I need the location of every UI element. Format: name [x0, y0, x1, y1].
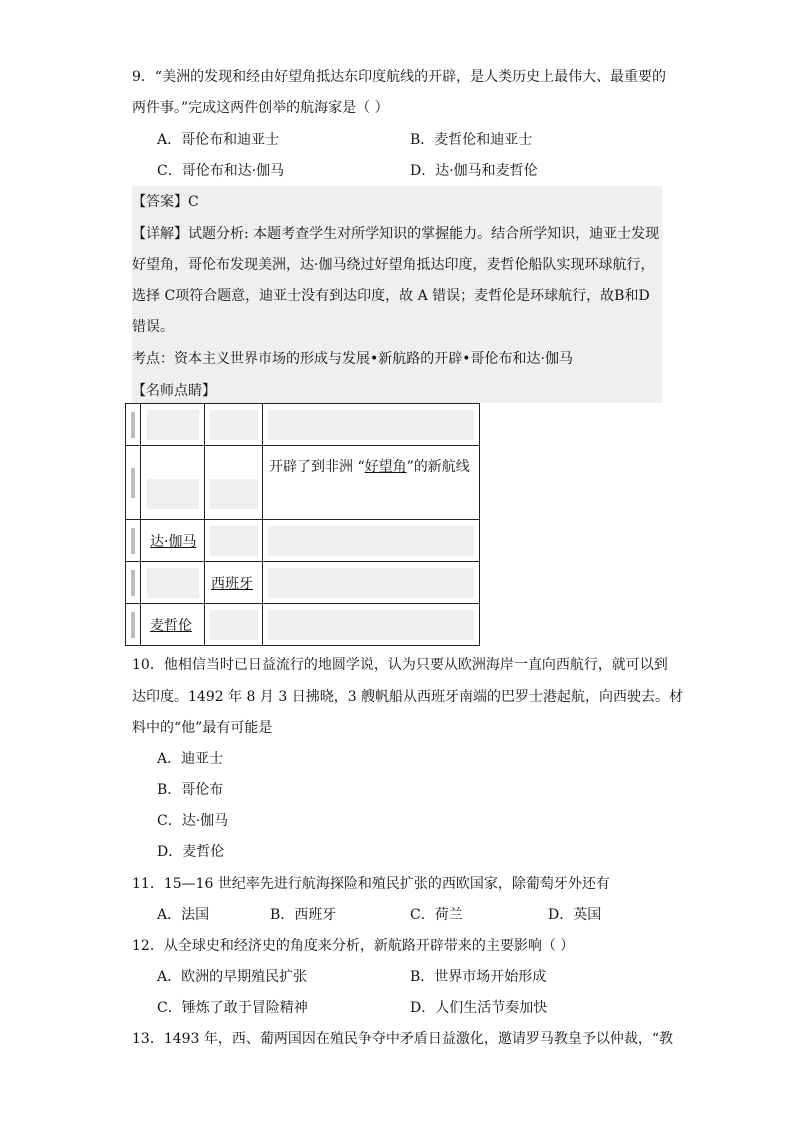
cell-magellan: 麦哲伦	[150, 617, 192, 634]
q9-detail-line3: 选择 C项符合题意，迪亚士没有到达印度，故 A 错误；麦哲伦是环球航行，故B和D	[132, 288, 650, 304]
navigators-table	[125, 403, 480, 646]
link-cape-of-good-hope: 好望角	[364, 459, 407, 475]
q13-stem: 13．1493 年，西、葡两国因在殖民争夺中矛盾日益激化，邀请罗马教皇予以仲裁，“教	[132, 1031, 674, 1047]
q9-option-d: D．达·伽马和麦哲伦	[410, 163, 538, 179]
q10-option-b: B．哥伦布	[157, 782, 224, 798]
q11-option-d: D．英国	[548, 907, 602, 923]
q9-detail-line4: 错误。	[132, 319, 174, 335]
q10-option-d: D．麦哲伦	[157, 844, 225, 860]
q9-answer: 【答案】C	[132, 194, 199, 210]
q12-option-c: C．锤炼了敢于冒险精神	[157, 1000, 308, 1016]
q12-option-b: B．世界市场开始形成	[410, 969, 547, 985]
q11-option-a: A．法国	[157, 907, 210, 923]
q11-option-b: B．西班牙	[270, 907, 337, 923]
q9-exam-point: 考点：资本主义世界市场的形成与发展•新航路的开辟•哥伦布和达·伽马	[132, 351, 573, 367]
cell-da-gama: 达·伽马	[150, 533, 197, 550]
q9-stem-line2: 两件事。”完成这两件创举的航海家是（ ）	[132, 100, 389, 116]
q9-option-a: A．哥伦布和迪亚士	[157, 132, 280, 148]
q11-stem: 11．15—16 世纪率先进行航海探险和殖民扩张的西欧国家，除葡萄牙外还有	[132, 876, 610, 892]
q12-option-d: D．人们生活节奏加快	[410, 1000, 548, 1016]
q11-option-c: C．荷兰	[410, 907, 463, 923]
q12-stem: 12．从全球史和经济史的角度来分析，新航路开辟带来的主要影响（ ）	[132, 938, 575, 954]
q9-stem-line1: 9．“美洲的发现和经由好望角抵达东印度航线的开辟，是人类历史上最伟大、最重要的	[132, 69, 667, 85]
q10-option-a: A．迪亚士	[157, 751, 224, 767]
q10-stem-line1: 10．他相信当时已日益流行的地圆学说，认为只要从欧洲海岸一直向西航行，就可以到	[132, 657, 668, 673]
q9-option-b: B．麦哲伦和迪亚士	[410, 132, 533, 148]
q9-detail-line1: 【详解】试题分析: 本题考查学生对所学知识的掌握能力。结合所学知识，迪亚士发现	[132, 226, 660, 242]
q10-option-c: C．达·伽马	[157, 813, 229, 829]
q12-option-a: A．欧洲的早期殖民扩张	[157, 969, 308, 985]
cell-spain: 西班牙	[211, 575, 253, 592]
q9-detail-line2: 好望角，哥伦布发现美洲，达·伽马绕过好望角抵达印度，麦哲伦船队实现环球航行，	[132, 257, 655, 273]
cell-route-description: 开辟了到非洲 “好望角”的新航线	[263, 446, 480, 520]
q9-option-c: C．哥伦布和达·伽马	[157, 163, 285, 179]
q9-tip-heading: 【名师点睛】	[132, 383, 216, 399]
q10-stem-line2: 达印度。1492 年 8 月 3 日拂晓，3 艘帆船从西班牙南端的巴罗士港起航，向西驶去。材	[132, 689, 684, 705]
q10-stem-line3: 料中的“他”最有可能是	[132, 720, 273, 736]
